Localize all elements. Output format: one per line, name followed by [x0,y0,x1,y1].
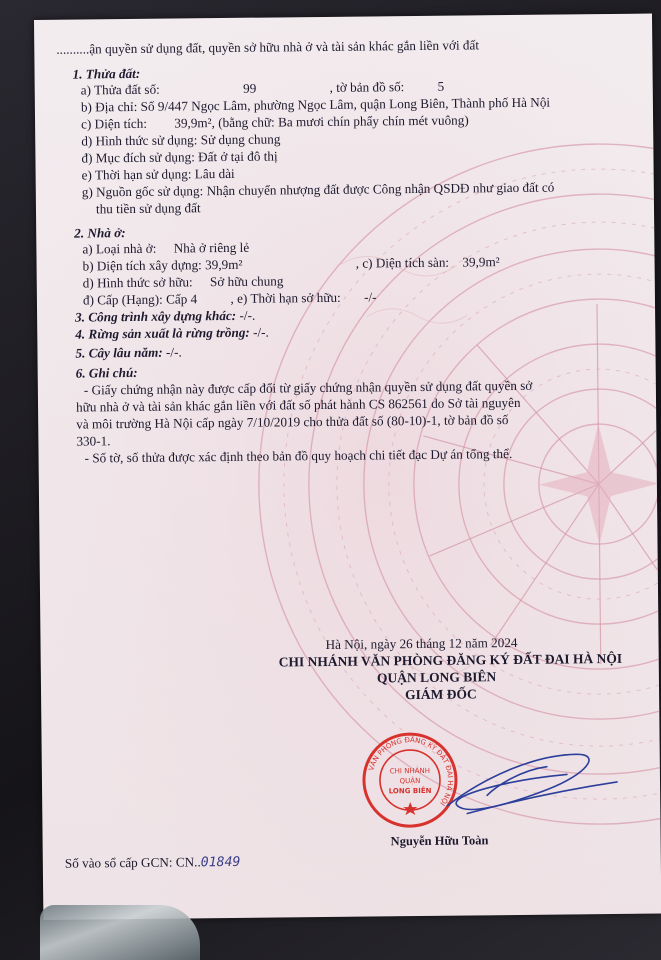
agency-name-line1: CHI NHÁNH VĂN PHÒNG ĐĂNG KÝ ĐẤT ĐAI HÀ NỘI [278,650,623,670]
section5-heading: 5. Cây lâu năm: [75,344,163,361]
use-form-value: Sử dụng chung [200,131,281,148]
section5-value: -/-. [165,344,182,360]
section6-heading: 6. Ghi chú: [75,364,138,381]
section4-heading: 4. Rừng sản xuất là rừng trồng: [75,324,250,342]
house-grade-value: Cấp 4 [165,291,198,307]
use-origin-label: g) Nguồn gốc sử dụng: [81,183,204,200]
section5-row [75,344,181,361]
construction-area-row [83,254,500,274]
map-sheet-value: 5 [437,78,445,94]
use-origin-continued: thu tiền sử dụng đất [95,200,201,217]
director-title: GIÁM ĐỐC [405,686,477,703]
house-type-label: a) Loại nhà ở: [82,240,157,257]
ownership-form-label: d) Hình thức sở hữu: [82,274,193,291]
agency-name-line2: QUẬN LONG BIÊN [376,669,497,686]
stamp-inner-bottom: LONG BIÊN [388,786,432,796]
director-signature [427,734,628,831]
house-type-value: Nhà ở riêng lẻ [173,239,250,256]
signer-name: Nguyễn Hữu Toàn [390,833,489,849]
parcel-number-value: 99 [243,80,257,96]
house-type-row [82,240,249,258]
note1-line4: 330-1. [76,433,111,449]
floor-area-label: , c) Diện tích sàn: [355,254,450,271]
section1-heading: 1. Thửa đất: [72,65,141,82]
section3-value: -/-. [239,307,256,323]
house-grade-label: đ) Cấp (Hạng): [82,291,163,308]
stamp-star-icon [403,802,417,815]
use-term-value: Lâu dài [194,165,235,182]
issue-date-line: Hà Nội, ngày 26 tháng 12 năm 2024 [325,634,518,652]
map-sheet-label: , tờ bản đồ số: [329,79,405,95]
header-line: ..........ận quyền sử dụng đất, quyền sở hữu nhà ở và tài sản khác gắn liền với đất [56,37,480,57]
note1-line2: hữu nhà ở và tài sản khác gắn liền với đất số phát hành CS 862561 do Sở tài nguyên [75,394,521,415]
section2-heading: 2. Nhà ở: [74,225,126,241]
plastic-sleeve-corner [40,905,200,960]
ownership-form-row [83,273,284,291]
use-term-label: e) Thời hạn sử dụng: [81,166,192,183]
construction-area-value: 39,9m² [205,256,243,273]
address-label: b) Địa chỉ: [80,98,138,115]
house-grade-row [83,289,377,308]
ownership-term-value: -/- [363,289,377,305]
section4-row [75,325,269,343]
section3-heading: 3. Công trình xây dựng khác: [75,307,237,325]
stamp-inner-top: CHI NHÁNH [389,766,431,776]
parcel-number-label: a) Thửa đất số: [80,81,160,98]
use-origin-value: Nhận chuyển nhượng đất được Công nhận QSDĐ như giao đất có [206,179,555,199]
stamp-inner-mid: QUẬN [399,776,421,786]
area-label: c) Diện tích: [81,115,148,132]
section3-row [75,308,255,326]
registry-number-value: 01849 [200,854,241,871]
registry-number-row [65,854,241,873]
use-form-row [81,131,280,149]
use-form-label: d) Hình thức sử dụng: [81,132,198,149]
stamp-ring-text: VĂN PHÒNG ĐĂNG KÝ ĐẤT ĐAI HÀ NỘI [367,736,455,808]
registry-number-label: Số vào sổ cấp GCN: CN.. [64,854,201,871]
note1-line1: - Giấy chứng nhận này được cấp đổi từ giấy chứng nhận quyền sử dụng đất quyền sở [83,377,533,398]
area-row [81,112,469,132]
certificate-page [34,14,661,920]
address-value: Số 9/447 Ngọc Lâm, phường Ngọc Lâm, quận Long Biên, Thành phố Hà Nội [140,94,551,114]
note1-line3: và môi trường Hà Nội cấp ngày 7/10/2019 cho thửa đất số (80-10)-1, tờ bản đồ số [76,412,509,432]
ownership-form-value: Sở hữu chung [209,273,284,290]
use-purpose-value: Đất ở tại đô thị [198,148,278,165]
note2-line: - Số tờ, số thửa được xác định theo bản đồ quy hoạch chi tiết đạc Dự án tổng thể. [84,446,513,466]
use-purpose-label: đ) Mục đích sử dụng: [81,149,195,166]
use-term-row [82,166,235,184]
section4-value: -/-. [252,324,269,340]
use-purpose-row [81,148,277,166]
floor-area-value: 39,9m² [462,254,500,270]
area-value: 39,9m², (bằng chữ: Ba mươi chín phẩy chín mét vuông) [174,112,469,131]
ownership-term-label: , e) Thời hạn sở hữu: [230,289,341,306]
construction-area-label: b) Diện tích xây dựng: [82,257,202,274]
